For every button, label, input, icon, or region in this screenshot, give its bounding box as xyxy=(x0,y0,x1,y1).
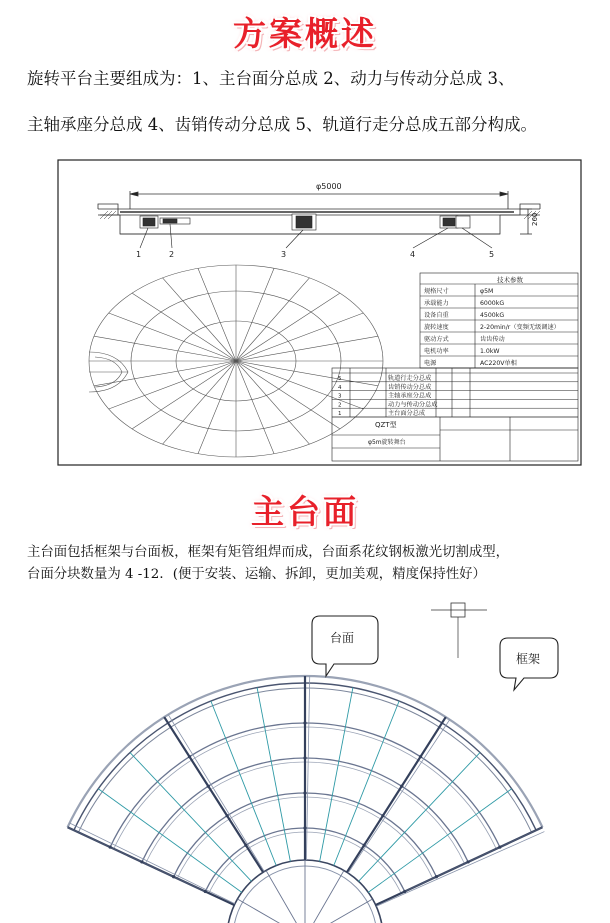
spec-label: 电机功率 xyxy=(424,348,449,355)
spec-value: AC220V单相 xyxy=(480,360,517,367)
parts-list-item: 主台面分总成 xyxy=(388,410,426,418)
specs-title: 技术参数 xyxy=(497,276,523,284)
section-title-main-table: 主台面 xyxy=(251,492,359,531)
spec-value: 4500kG xyxy=(480,312,505,319)
main-table-desc-line-2: 台面分块数量为 4 -12．(便于安装、运输、拆卸，更加美观，精度保持性好） xyxy=(27,567,486,582)
part-number: 2 xyxy=(169,250,175,259)
parts-list-index: 5 xyxy=(338,376,342,382)
spec-value: 6000kG xyxy=(480,300,505,307)
spec-value: 齿齿传动 xyxy=(480,336,505,343)
parts-list-index: 4 xyxy=(338,384,342,391)
engineering-drawing xyxy=(0,152,610,475)
callout-frame xyxy=(500,638,558,690)
diameter-label: φ5000 xyxy=(316,182,342,191)
height-label: 260 xyxy=(531,212,539,226)
spec-value: 2-20min/r（变频无级调速） xyxy=(480,324,560,331)
fan-frame-drawing xyxy=(0,598,610,923)
parts-list-item: 轨道行走分总成 xyxy=(388,375,432,382)
part-number: 1 xyxy=(136,250,142,259)
spec-value: 1.0kW xyxy=(480,348,500,355)
callout-frame-label: 框架 xyxy=(516,652,541,666)
spec-label: 承载能力 xyxy=(424,300,449,307)
parts-list-item: 齿销传动分总成 xyxy=(388,383,432,391)
callout-panel xyxy=(312,616,378,676)
spec-label: 电源 xyxy=(424,360,437,367)
part-number: 4 xyxy=(410,250,416,259)
section-title-overview: 方案概述 xyxy=(233,14,377,53)
spec-label: 旋转速度 xyxy=(424,324,449,331)
main-table-desc-line-1: 主台面包括框架与台面板，框架有矩管组焊而成，台面系花纹钢板激光切割成型， xyxy=(27,545,510,560)
plan-view-circle xyxy=(89,265,383,457)
part-number: 3 xyxy=(281,250,287,259)
part-number: 5 xyxy=(489,250,495,259)
parts-list-index: 2 xyxy=(338,402,342,409)
callout-panel-label: 台面 xyxy=(330,631,355,645)
intro-line-2: 主轴承座分总成 4、齿销传动分总成 5、轨道行走分总成五部分构成。 xyxy=(27,115,537,134)
spec-label: 规格尺寸 xyxy=(424,288,449,295)
parts-list-index: 1 xyxy=(338,411,342,418)
title-block-sub: φ5m旋转舞台 xyxy=(368,439,406,446)
spec-label: 设备自重 xyxy=(424,312,449,319)
intro-line-1: 旋转平台主要组成为：1、主台面分总成 2、动力与传动分总成 3、 xyxy=(27,69,515,88)
parts-list-index: 3 xyxy=(338,393,342,400)
title-block-name: QZT型 xyxy=(375,421,397,429)
parts-list-item: 动力与传动分总成 xyxy=(388,401,438,409)
parts-list-item: 主轴承座分总成 xyxy=(388,392,432,400)
spec-value: φ5M xyxy=(480,288,494,295)
spec-label: 驱动方式 xyxy=(424,336,449,343)
